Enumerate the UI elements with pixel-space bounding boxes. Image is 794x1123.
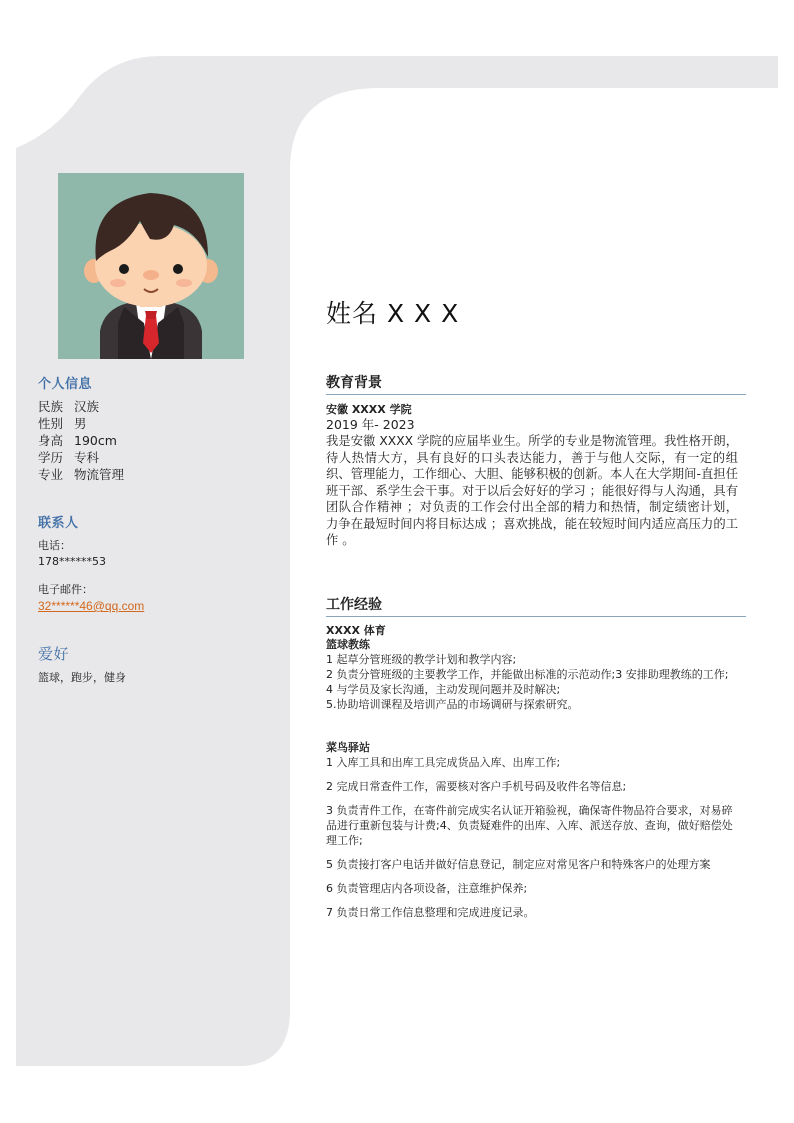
self-description: 我是安徽 XXXX 学院的应届毕业生。所学的专业是物流管理。我性格开朗，待人热情大方，具有良好的口头表达能力，善于与他人交际，有一定的组织、管理能力，工作细心、大胆、能够积极的创新。本人在大学期间-直担任班干部、系学生会干事。对于以后会好好的学习 ；能很好得与人沟通，具有团队合作精神 ；对负责的工作会付出全部的精力和热情，制定绩密计划， 力争在最短时间内将目标达成 ；喜欢挑战，能在较短时间内适应高压力的工作 。 (326, 434, 738, 547)
info-key: 民族 (38, 399, 64, 414)
job-duty: 5.协助培训课程及培训产品的市场调研与探索研究。 (326, 698, 579, 711)
info-value: 专科 (74, 450, 100, 465)
job-duty: 5 负责接打客户电话并做好信息登记，制定应对常见客户和特殊客户的处理方案 (326, 858, 711, 871)
info-key: 身高 (38, 433, 64, 448)
hobby-title: 爱好 (38, 645, 70, 663)
education-title: 教育背景 (326, 375, 382, 391)
personal-info-list (38, 398, 124, 483)
job-duty: 7 负责日常工作信息整理和完成进度记录。 (326, 906, 535, 919)
info-row-major (38, 466, 124, 483)
avatar (58, 173, 244, 359)
phone-block (38, 538, 106, 570)
work-title: 工作经验 (326, 597, 382, 613)
info-key: 专业 (38, 467, 64, 482)
work-divider (326, 616, 746, 617)
contact-title: 联系人 (38, 516, 79, 531)
phone-label: 电话： (38, 539, 71, 552)
job-duty: 6 负责管理店内各项设备，注意维护保养; (326, 882, 528, 895)
phone-value: 178******53 (38, 555, 106, 568)
job-duty: 2 负责分管班级的主要教学工作，并能做出标准的示范动作;3 安排助理教练的工作; (326, 668, 729, 681)
job-duty: 2 完成日常查件工作，需要核对客户手机号码及收件名等信息; (326, 780, 627, 793)
education-divider (326, 394, 746, 395)
info-row-height (38, 432, 124, 449)
job-duty: 4 与学员及家长沟通，主动发现问题并及时解决; (326, 683, 561, 696)
email-block (38, 582, 144, 615)
job-duty: 3 负责青件工作，在寄件前完成实名认证开箱验视，确保寄件物品符合要求，对易碎品进行重新包装与计费;4、负责疑难件的出库、入库、派送存放、查询，做好赔偿处理工作; (326, 804, 733, 847)
job-duty: 1 入库工具和出库工具完成货品入库、出库工作; (326, 756, 561, 769)
info-value: 男 (74, 416, 87, 431)
education-block (326, 402, 738, 549)
job-company: XXXX 体育 (326, 624, 386, 637)
info-row-education (38, 449, 124, 466)
school-name: 安徽 XXXX 学院 (326, 403, 412, 416)
personal-info-title: 个人信息 (38, 377, 93, 392)
info-key: 性别 (38, 416, 64, 431)
info-value: 物流管理 (74, 467, 125, 482)
job-role: 篮球教练 (326, 638, 370, 651)
email-link[interactable]: 32******46@qq.com (38, 599, 145, 613)
school-years: 2019 年- 2023 (326, 417, 415, 432)
page-title: 姓名 X X X (326, 299, 460, 328)
email-label: 电子邮件： (38, 583, 93, 596)
job-company: 菜鸟驿站 (326, 741, 370, 754)
job-duty: 1 起草分管班级的教学计划和教学内容; (326, 653, 517, 666)
info-row-ethnicity (38, 398, 124, 415)
job-entry (326, 624, 738, 712)
hobby-list: 篮球，跑步，健身 (38, 671, 126, 684)
info-value: 190cm (74, 433, 117, 448)
job-entry (326, 741, 738, 920)
info-value: 汉族 (74, 399, 100, 414)
info-key: 学历 (38, 450, 64, 465)
info-row-gender (38, 415, 124, 432)
